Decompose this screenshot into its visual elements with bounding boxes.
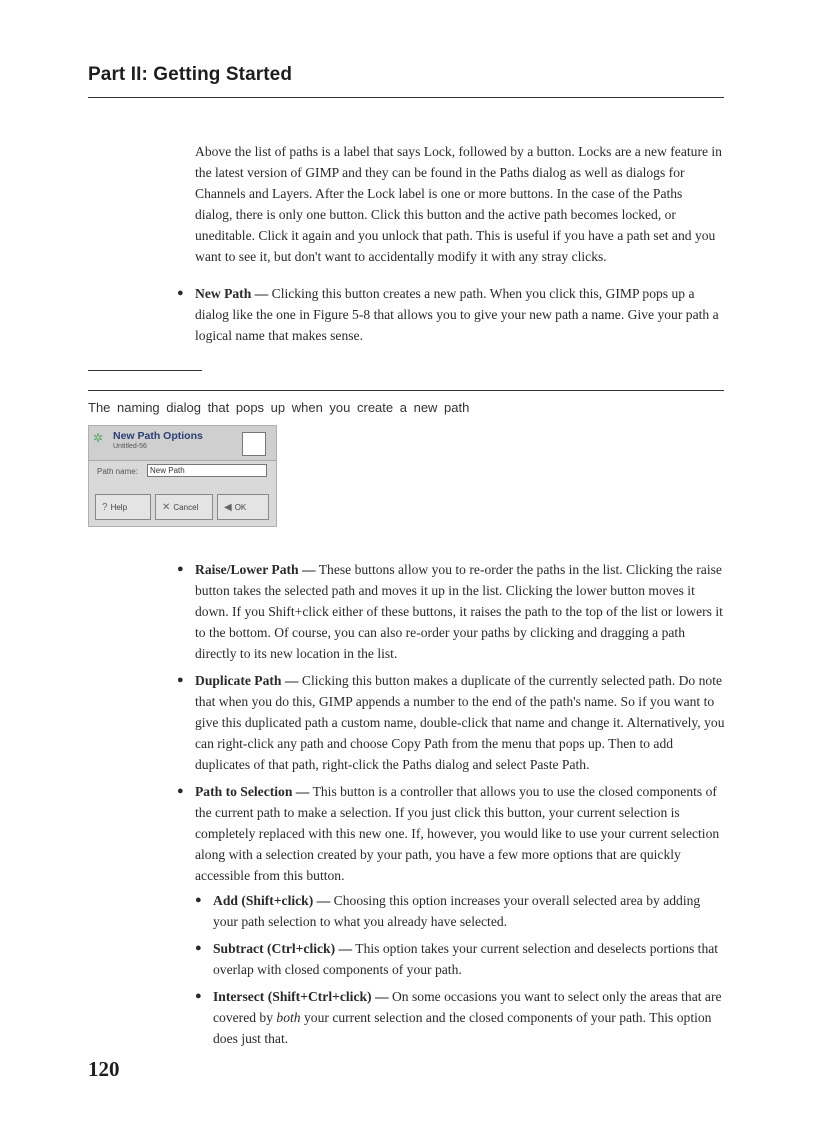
help-button[interactable]: ? Help (95, 494, 151, 520)
page-number: 120 (88, 1057, 120, 1081)
bullet-term: Intersect (Shift+Ctrl+click) — (213, 989, 389, 1004)
bullet-text: Choosing this option increases your overall selected area by adding your path selection to what you already have selected. (213, 893, 701, 929)
figure-short-rule (88, 370, 202, 371)
bullet-icon: ● (177, 785, 184, 797)
dialog-subtitle: Untitled-56 (113, 443, 147, 450)
figure-rule (88, 390, 724, 391)
dialog-title: New Path Options (113, 430, 203, 442)
bullet-text: Clicking this button makes a duplicate of the currently selected path. Do note that when you do this, GIMP appends a number to the end of the path's name. So if you want to give this duplicated path a custom name, double-click that name and change it. Alternatively, you can right-click any path and choose Copy Path from the menu that pops up. Then to add duplicates of that path, right-click the Paths dialog and select Paste Path. (195, 673, 725, 772)
path-name-input[interactable]: New Path (147, 464, 267, 477)
list-item (195, 890, 725, 932)
running-header: Part II: Getting Started (88, 64, 293, 85)
cancel-icon: ✕ (162, 501, 171, 513)
ok-icon: ◀ (224, 501, 232, 513)
figure-caption: The naming dialog that pops up when you create a new path (88, 400, 470, 415)
list-item (177, 283, 723, 346)
bullet-icon: ● (195, 990, 202, 1002)
wilber-icon: ✲ (93, 431, 104, 445)
bullet-list-top (177, 283, 723, 352)
bullet-icon: ● (195, 894, 202, 906)
path-name-label: Path name: (97, 467, 138, 476)
bullet-icon: ● (195, 942, 202, 954)
bullet-term: Subtract (Ctrl+click) — (213, 941, 353, 956)
bullet-text: Clicking this button creates a new path. When you click this, GIMP pops up a dialog like the one in Figure 5-8 that allows you to give your new path a name. Give your path a logical name that makes sense. (195, 286, 719, 343)
list-item (177, 670, 725, 775)
bullet-list-main (177, 559, 725, 1055)
bullet-text: These buttons allow you to re-order the paths in the list. Clicking the raise button takes the selected path and moves it up in the list. Clicking the lower button moves it down. If you Shift+click either of these buttons, it raises the path to the top of the list or lowers it to the bottom. Of course, you can also re-order your paths by clicking and dragging a path directly to its new location in the list. (195, 562, 723, 661)
bullet-text: your current selection and the closed components of your path. This option does just that. (213, 1010, 712, 1046)
help-icon: ? (102, 501, 108, 513)
new-path-dialog (88, 425, 277, 527)
bullet-icon: ● (177, 563, 184, 575)
bullet-term: Add (Shift+click) — (213, 893, 331, 908)
bullet-term: Duplicate Path — (195, 673, 299, 688)
bullet-term: Path to Selection — (195, 784, 310, 799)
bullet-text: This option takes your current selection and deselects portions that overlap with closed components of your path. (213, 941, 719, 977)
header-rule (88, 97, 724, 98)
bullet-term: New Path — (195, 286, 269, 301)
bullet-emphasis: both (276, 1010, 301, 1025)
bullet-term: Raise/Lower Path — (195, 562, 316, 577)
list-item (177, 559, 725, 664)
sub-bullet-list (195, 890, 725, 1049)
ok-button[interactable]: ◀ OK (217, 494, 269, 520)
bullet-icon: ● (177, 674, 184, 686)
list-item (177, 781, 725, 1049)
intro-paragraph: Above the list of paths is a label that says Lock, followed by a button. Locks are a new feature in the latest version of GIMP and they can be found in the Paths dialog as well as dialogs for Channels and Layers. After the Lock label is one or more buttons. In the case of the Paths dialog, there is only one button. Click this button and the active path becomes locked, or uneditable. Click it again and you unlock that path. This is useful if you have a path set and you want to see it, but don't want to accidentally modify it with any stray clicks. (195, 144, 722, 264)
cancel-button[interactable]: ✕ Cancel (155, 494, 213, 520)
bullet-icon: ● (177, 287, 184, 299)
bullet-text: This button is a controller that allows you to use the closed components of the current path to make a selection. If you just click this button, your current selection is completely replaced with this new one. If, however, you would like to use your current selection along with a selection created by your path, you have a few more options that are quickly accessible from this button. (195, 784, 720, 883)
dialog-header (89, 426, 276, 461)
list-item (195, 938, 725, 980)
bullet-text: On some occasions you want to select only the areas that are covered by (213, 989, 722, 1025)
list-item (195, 986, 725, 1049)
image-preview (242, 432, 266, 456)
